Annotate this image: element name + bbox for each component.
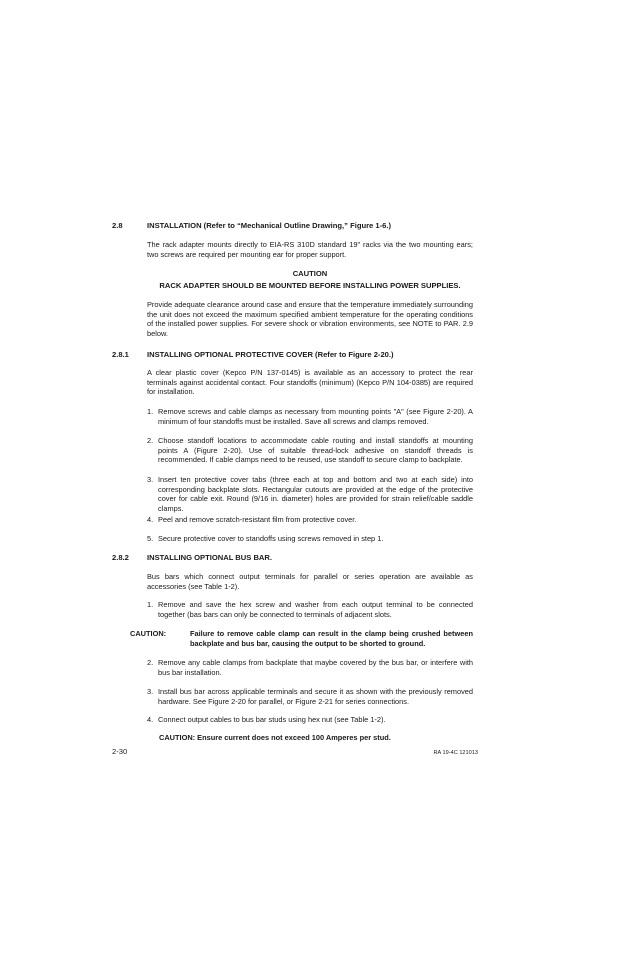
section-number: 2.8: [112, 221, 123, 230]
list-marker: 3.: [147, 687, 154, 696]
section-title: INSTALLING OPTIONAL BUS BAR.: [147, 553, 273, 562]
list-marker: 4.: [147, 515, 154, 524]
document-code: RA 19-4C 121013: [433, 750, 478, 756]
list-text: Connect output cables to bus bar studs using hex nut (see Table 1-2).: [158, 715, 386, 724]
list-item: [147, 407, 473, 426]
list-text: Remove screws and cable clamps as necessary from mounting points "A" (see Figure 2-20). A minimum of four standoffs must be installed. Save all screws and clamps removed.: [158, 407, 473, 426]
caution-label: CAUTION:: [130, 629, 167, 638]
list-text: Install bus bar across applicable terminals and secure it as shown with the previously removed hardware. See Figure 2-20 for parallel, or Figure 2-21 for series connections.: [158, 687, 473, 706]
caution-text: Failure to remove cable clamp can result in the clamp being crushed between backplate and bus bar, causing the output to be shorted to ground.: [190, 629, 473, 648]
list-item: [147, 436, 473, 465]
list-marker: 1.: [147, 407, 154, 416]
list-marker: 4.: [147, 715, 154, 724]
list-marker: 2.: [147, 658, 154, 667]
list-text: Insert ten protective cover tabs (three each at top and bottom and two at each side) into corresponding backplate slots. Rectangular cutouts are provided at the edge of the protective cover for cable exit. Round (9/16 in. diameter) holes are provided for strain relief/cable saddle clamps.: [158, 475, 473, 513]
list-item: [147, 715, 473, 725]
list-marker: 5.: [147, 534, 154, 543]
caution-current-limit: CAUTION: Ensure current does not exceed 100 Amperes per stud.: [159, 733, 391, 742]
section-number: 2.8.2: [112, 553, 129, 562]
list-item: [147, 687, 473, 706]
list-marker: 2.: [147, 436, 154, 445]
list-text: Remove and save the hex screw and washer from each output terminal to be connected together (bas bars can only be connected to terminals of adjacent slots.: [158, 600, 473, 619]
caution-note: [130, 629, 473, 648]
section-number: 2.8.1: [112, 350, 129, 359]
paragraph-bus-bar: Bus bars which connect output terminals for parallel or series operation are available as accessories (see Table 1-2).: [147, 572, 473, 591]
list-item: [147, 534, 473, 544]
list-text: Choose standoff locations to accommodate cable routing and install standoffs at mounting points A (Figure 2-20). Use of suitable thread-lock adhesive on standoff threads is recommended. If cable clamps need to be reused, use standoff to secure clamp to backplate.: [158, 436, 473, 465]
list-item: [147, 658, 473, 677]
list-item: [147, 515, 473, 525]
paragraph-protective-cover: A clear plastic cover (Kepco P/N 137-0145) is available as an accessory to protect the rear terminals against accidental contact. Four standoffs (minimum) (Kepco P/N 104-0385) are required for installation.: [147, 368, 473, 397]
list-item: [147, 475, 473, 513]
paragraph-clearance: Provide adequate clearance around case and ensure that the temperature immediately surrounding the unit does not exceed the maximum specified ambient temperature for the operating conditions of the installed power supplies. For severe shock or vibration environments, see NOTE to PAR. 2.9 below.: [147, 300, 473, 338]
section-title: INSTALLATION (Refer to “Mechanical Outline Drawing,” Figure 1-6.): [147, 221, 392, 230]
list-item: [147, 600, 473, 619]
list-marker: 1.: [147, 600, 154, 609]
caution-text: RACK ADAPTER SHOULD BE MOUNTED BEFORE INSTALLING POWER SUPPLIES.: [159, 281, 461, 290]
list-text: Peel and remove scratch-resistant film from protective cover.: [158, 515, 357, 524]
caution-label: CAUTION: [292, 269, 328, 278]
list-text: Remove any cable clamps from backplate that maybe covered by the bus bar, or interfere with bus bar installation.: [158, 658, 473, 677]
paragraph-rack-mounting: The rack adapter mounts directly to EIA-RS 310D standard 19" racks via the two mounting ears; two screws are required per mounting ear for proper support.: [147, 240, 473, 259]
list-text: Secure protective cover to standoffs using screws removed in step 1.: [158, 534, 384, 543]
page-number: 2-30: [112, 747, 128, 756]
section-title: INSTALLING OPTIONAL PROTECTIVE COVER (Refer to Figure 2-20.): [147, 350, 394, 359]
list-marker: 3.: [147, 475, 154, 484]
